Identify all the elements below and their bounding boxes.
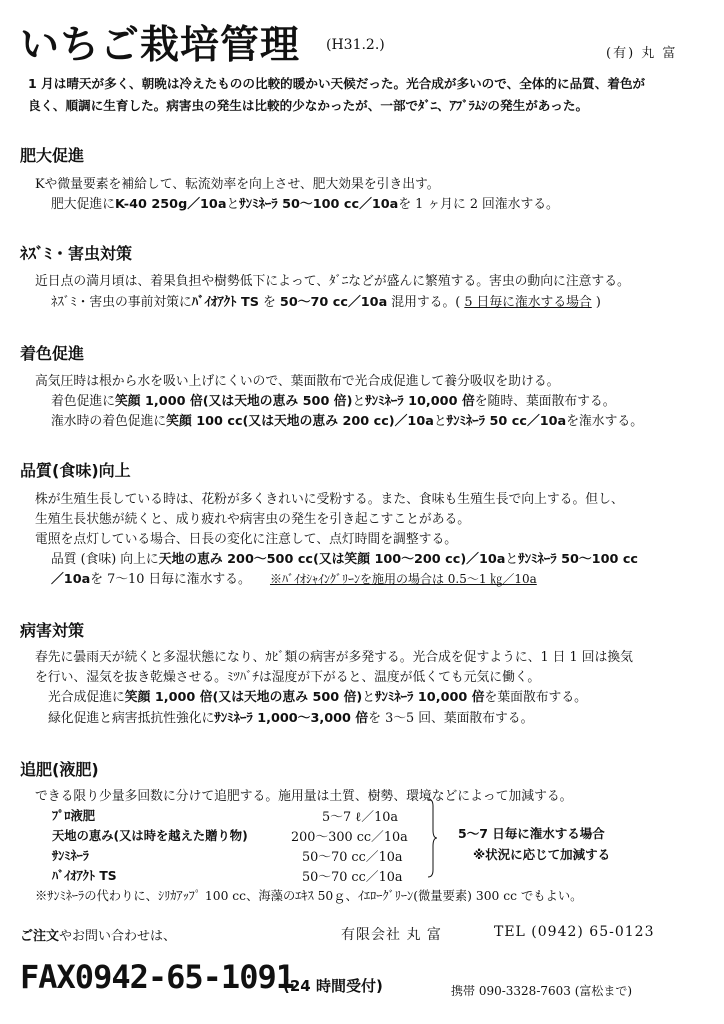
product-name: ﾊﾞｲｵｱｸﾄ TS bbox=[52, 869, 117, 883]
section-heading-disease: 病害対策 bbox=[20, 621, 85, 640]
section-heading-enlargement: 肥大促進 bbox=[20, 146, 85, 165]
section-text: できる限り少量多回数に分けて追肥する。施用量は土質、樹勢、環境などによって加減する。 bbox=[35, 789, 573, 804]
product-name: 天地の恵み(又は時を越えた贈り物) bbox=[52, 829, 248, 843]
section-text: 生殖生長状態が続くと、成り疲れや病害虫の発生を引き起こすことがある。 bbox=[35, 512, 471, 527]
section-text: ／10aを 7～10 日毎に潅水する。 ※ﾊﾞｲｵｼｬｲﾝｸﾞﾘｰﾝを施用の場合は 0.5～1 ㎏／10a bbox=[51, 572, 537, 587]
section-text: を行い、湿気を抜き乾燥させる。ﾐﾂﾊﾞﾁは湿度が下がると、温度が低くても元気に働く。 bbox=[35, 670, 541, 685]
product-amount: 50～70 cc／10a bbox=[302, 870, 403, 885]
section-text: 株が生殖生長している時は、花粉が多くきれいに受粉する。また、食味も生殖生長で向上する。但し、 bbox=[35, 492, 624, 507]
section-heading-quality: 品質(食味)向上 bbox=[20, 461, 131, 480]
product-name: ｻﾝﾐﾈｰﾗ bbox=[52, 849, 89, 863]
section-heading-top-dressing: 追肥(液肥) bbox=[20, 760, 99, 779]
footnote: ※ｻﾝﾐﾈｰﾗの代わりに、ｼﾘｶｱｯﾌﾟ 100 cc、海藻のｴｷｽ 50ｇ、ｲｴﾛｰｸﾞﾘｰﾝ(微量要素) 300 cc でもよい。 bbox=[35, 889, 583, 903]
page-title: いちご栽培管理 bbox=[20, 23, 301, 68]
intro-line-2: 良く、順調に生育した。病害虫の発生は比較的少なかったが、一部でﾀﾞﾆ、ｱﾌﾞﾗﾑｼの発生があった。 bbox=[28, 98, 589, 113]
issue-date: (H31.2.) bbox=[326, 37, 385, 53]
product-amount: 50～70 cc／10a bbox=[302, 850, 403, 865]
section-text: 緑化促進と病害抵抗性強化にｻﾝﾐﾈｰﾗ 1,000～3,000 倍を 3～5 回、葉面散布する。 bbox=[48, 711, 534, 726]
section-text: 肥大促進にK-40 250g／10aとｻﾝﾐﾈｰﾗ 50～100 cc／10aを 1 ヶ月に 2 回潅水する。 bbox=[51, 197, 559, 212]
telephone-number: TEL (0942) 65-0123 bbox=[494, 924, 655, 940]
section-text: Kや微量要素を補給して、転流効率を向上させ、肥大効果を引き出す。 bbox=[35, 177, 440, 192]
section-text: 春先に曇雨天が続くと多湿状態になり、ｶﾋﾞ類の病害が多発する。光合成を促すように、1 日 1 回は換気 bbox=[35, 650, 633, 665]
adjustment-note: ※状況に応じて加減する bbox=[473, 847, 611, 862]
section-text: 着色促進に笑顔 1,000 倍(又は天地の恵み 500 倍)とｻﾝﾐﾈｰﾗ 10,000 倍を随時、葉面散布する。 bbox=[51, 394, 616, 409]
mobile-number: 携帯 090-3328-7603 (富松まで) bbox=[451, 984, 633, 998]
right-brace-icon bbox=[427, 798, 437, 878]
fax-hours: (24 時間受付) bbox=[283, 977, 383, 995]
company-name: (有) 丸 富 bbox=[606, 46, 678, 61]
section-heading-pest-control: ﾈｽﾞﾐ・害虫対策 bbox=[20, 244, 133, 263]
company-full-name: 有限会社 丸 富 bbox=[341, 927, 442, 943]
product-amount: 5～7 ℓ／10a bbox=[322, 810, 398, 825]
order-text: ご注文やお問い合わせは、 bbox=[20, 929, 177, 944]
product-name: ﾌﾟﾛ液肥 bbox=[52, 809, 96, 823]
section-text: 潅水時の着色促進に笑顔 100 cc(又は天地の恵み 200 cc)／10aとｻﾝﾐﾈｰﾗ 50 cc／10aを潅水する。 bbox=[51, 414, 643, 429]
section-text: 品質 (食味) 向上に天地の恵み 200～500 cc(又は笑顔 100～200 cc)／10aとｻﾝﾐﾈｰﾗ 50～100 cc bbox=[51, 552, 639, 567]
section-text: ﾈｽﾞﾐ・害虫の事前対策にﾊﾞｲｵｱｸﾄ TS を 50～70 cc／10a 混用する。( 5 日毎に潅水する場合 ) bbox=[51, 295, 601, 310]
section-text: 電照を点灯している場合、日長の変化に注意して、点灯時間を調整する。 bbox=[35, 532, 458, 547]
section-heading-coloring: 着色促進 bbox=[20, 344, 85, 363]
section-text: 近日点の満月頃は、着果負担や樹勢低下によって、ﾀﾞﾆなどが盛んに繁殖する。害虫の動向に注意する。 bbox=[35, 274, 630, 289]
intro-line-1: 1 月は晴天が多く、朝晩は冷えたものの比較的暖かい天候だった。光合成が多いので、全体的に品質、着色が bbox=[28, 76, 646, 91]
product-amount: 200～300 cc／10a bbox=[291, 830, 408, 845]
section-text: 高気圧時は根から水を吸い上げにくいので、葉面散布で光合成促進して養分吸収を助ける。 bbox=[35, 374, 560, 389]
fax-number: FAX0942-65-1091 bbox=[20, 958, 294, 996]
application-note: 5～7 日毎に潅水する場合 bbox=[458, 826, 605, 841]
section-text: 光合成促進に笑顔 1,000 倍(又は天地の恵み 500 倍)とｻﾝﾐﾈｰﾗ 10,000 倍を葉面散布する。 bbox=[48, 690, 587, 705]
